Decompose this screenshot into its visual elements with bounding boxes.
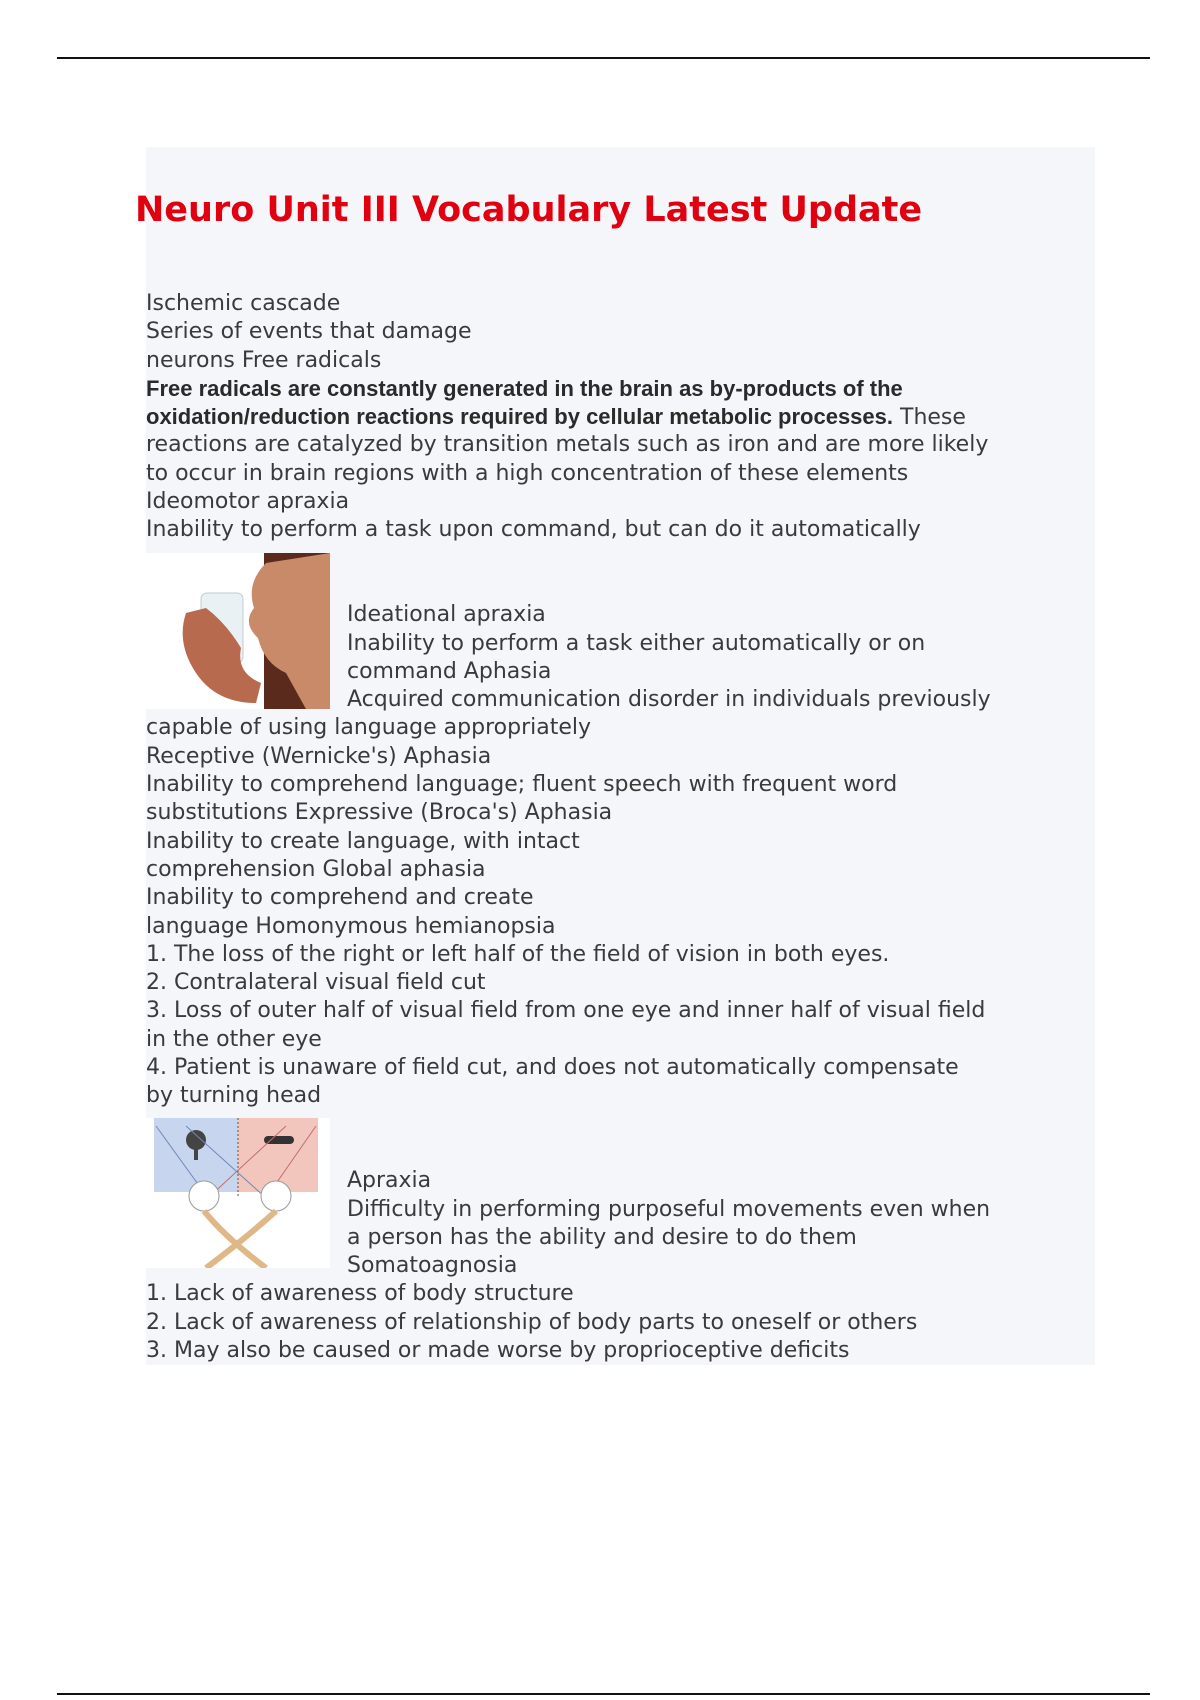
list-item: 2. Contralateral visual field cut bbox=[146, 970, 486, 996]
bottom-rule bbox=[57, 1693, 1150, 1695]
text-line: Acquired communication disorder in individuals previously bbox=[347, 687, 991, 713]
list-item: 3. Loss of outer half of visual field from one eye and inner half of visual field bbox=[146, 998, 986, 1024]
top-rule bbox=[57, 57, 1150, 59]
list-item: 4. Patient is unaware of field cut, and does not automatically compensate bbox=[146, 1055, 959, 1081]
list-item: 3. May also be caused or made worse by proprioceptive deficits bbox=[146, 1337, 850, 1363]
text-line: Receptive (Wernicke's) Aphasia bbox=[146, 743, 492, 769]
text-line: Inability to perform a task upon command, but can do it automatically bbox=[146, 517, 921, 543]
text-line: Inability to create language, with intact bbox=[146, 828, 580, 854]
text-line: These bbox=[893, 405, 966, 431]
list-item: 1. The loss of the right or left half of the field of vision in both eyes. bbox=[146, 941, 890, 967]
text-line: Ideomotor apraxia bbox=[146, 489, 350, 515]
text-line: to occur in brain regions with a high concentration of these elements bbox=[146, 460, 909, 486]
text-line: Difficulty in performing purposeful movements even when bbox=[347, 1196, 991, 1222]
text-line: substitutions Expressive (Broca's) Aphasia bbox=[146, 800, 613, 826]
bold-text: Free radicals are constantly generated in the brain as by-products of the bbox=[146, 375, 903, 401]
bold-text: oxidation/reduction reactions required by cellular metabolic processes. bbox=[146, 404, 894, 430]
text-line: Inability to perform a task either automatically or on bbox=[347, 630, 926, 656]
list-item: in the other eye bbox=[146, 1026, 322, 1052]
text-line: Apraxia bbox=[347, 1168, 432, 1194]
text-line: reactions are catalyzed by transition metals such as iron and are more likely bbox=[146, 432, 989, 458]
text-line: Somatoagnosia bbox=[347, 1253, 518, 1279]
text-line: Inability to comprehend language; fluent speech with frequent word bbox=[146, 772, 898, 798]
text-line: comprehension Global aphasia bbox=[146, 856, 486, 882]
list-item: 1. Lack of awareness of body structure bbox=[146, 1281, 574, 1307]
text-line: command Aphasia bbox=[347, 658, 552, 684]
text-line: neurons Free radicals bbox=[146, 347, 382, 373]
text-line: Ischemic cascade bbox=[146, 291, 341, 316]
vocabulary-text bbox=[146, 290, 1086, 1365]
text-line: capable of using language appropriately bbox=[146, 715, 591, 741]
text-line: Inability to comprehend and create bbox=[146, 885, 534, 911]
text-line: Series of events that damage bbox=[146, 319, 472, 345]
text-line: Ideational apraxia bbox=[347, 602, 546, 628]
page-title: Neuro Unit III Vocabulary Latest Update bbox=[135, 190, 923, 230]
list-item: 2. Lack of awareness of relationship of body parts to oneself or others bbox=[146, 1309, 918, 1335]
list-item: by turning head bbox=[146, 1083, 322, 1109]
text-line: a person has the ability and desire to do them bbox=[347, 1224, 857, 1250]
text-line: language Homonymous hemianopsia bbox=[146, 913, 556, 939]
